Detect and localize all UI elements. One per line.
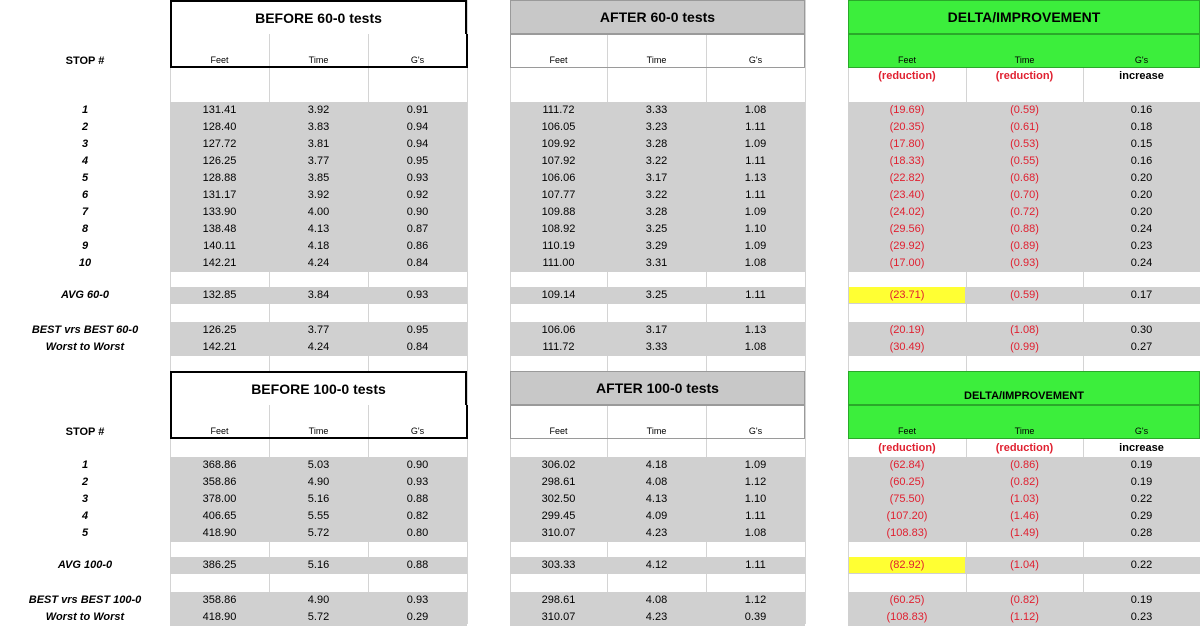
delta-value: 0.20 [1130,189,1153,201]
after-value: 303.33 [541,559,576,571]
row-label: 3 [81,138,89,150]
before-100-title: BEFORE 100-0 tests [251,381,386,397]
delta-100-header [848,371,1200,405]
after-value: 3.17 [645,172,668,184]
before-value: 5.72 [307,611,330,623]
after-value: 106.06 [541,172,576,184]
before-value: 0.90 [406,206,429,218]
before-value: 3.85 [307,172,330,184]
after-value: 108.92 [541,223,576,235]
after-value: 4.18 [645,459,668,471]
delta-value: (0.93) [1010,257,1039,269]
before-60-gs-header: G's [410,55,425,65]
delta-value: (0.70) [1010,189,1039,201]
before-value: 3.77 [307,155,330,167]
delta-value: (82.92) [889,559,925,571]
after-value: 106.05 [541,121,576,133]
after-value: 3.22 [645,189,668,201]
delta-value: (0.72) [1010,206,1039,218]
before-value: 3.83 [307,121,330,133]
delta-value: (0.59) [1010,104,1039,116]
row-label: 1 [81,104,89,116]
after-value: 110.19 [542,240,575,252]
after-value: 1.09 [744,240,767,252]
after-value: 1.10 [744,493,767,505]
delta-value: (0.61) [1010,121,1039,133]
after-value: 302.50 [541,493,576,505]
after-value: 3.28 [645,206,668,218]
after-100-time-header: Time [646,426,667,436]
after-value: 1.11 [745,155,766,167]
before-value: 138.48 [202,223,237,235]
before-100-feet-header: Feet [210,426,229,436]
delta-value: (0.53) [1010,138,1039,150]
after-value: 1.13 [744,172,767,184]
delta-60-time-note: (reduction) [995,70,1054,82]
delta-100-feet-header: Feet [897,426,916,436]
row-label: Worst to Worst [45,341,125,353]
delta-value: (20.19) [889,324,925,336]
before-value: 131.41 [202,104,237,116]
delta-value: 0.22 [1130,559,1153,571]
after-60-header [510,0,805,34]
after-100-header [510,371,805,405]
delta-value: (108.83) [886,527,928,539]
after-value: 109.88 [541,206,576,218]
row-label: 4 [81,510,89,522]
before-value: 4.90 [307,594,330,606]
after-value: 3.22 [645,155,668,167]
before-value: 0.88 [406,493,429,505]
delta-value: (60.25) [889,476,925,488]
after-value: 4.08 [645,594,668,606]
after-60-feet-header: Feet [549,55,568,65]
delta-60-header [848,0,1200,34]
after-value: 310.07 [541,611,576,623]
after-value: 1.09 [744,459,767,471]
delta-value: (0.55) [1010,155,1039,167]
before-value: 3.84 [307,289,330,301]
delta-value: 0.16 [1130,155,1153,167]
gridline [805,0,806,624]
after-value: 109.14 [541,289,576,301]
delta-100-gs-note: increase [1119,442,1164,454]
after-value: 106.06 [541,324,576,336]
row-label: 5 [81,172,89,184]
row-label: BEST vrs BEST 60-0 [31,324,139,336]
after-value: 111.00 [542,257,575,269]
delta-value: (20.35) [889,121,925,133]
delta-value: (29.92) [889,240,925,252]
stop-label-100: STOP # [65,426,105,438]
delta-60-feet-header: Feet [897,55,916,65]
delta-value: 0.23 [1130,240,1153,252]
before-value: 0.93 [406,476,429,488]
after-value: 4.23 [645,611,668,623]
delta-value: 0.30 [1130,324,1153,336]
after-60-time-header: Time [646,55,667,65]
delta-value: (0.99) [1010,341,1039,353]
before-value: 132.85 [202,289,237,301]
before-value: 418.90 [202,527,237,539]
after-value: 3.33 [645,341,668,353]
delta-value: (1.49) [1010,527,1039,539]
after-value: 3.29 [645,240,668,252]
after-value: 299.45 [541,510,576,522]
delta-60-time-header: Time [1014,55,1035,65]
before-value: 4.18 [307,240,330,252]
delta-value: 0.20 [1130,206,1153,218]
before-100-gs-header: G's [410,426,425,436]
delta-value: 0.24 [1130,223,1153,235]
after-value: 109.92 [541,138,576,150]
before-value: 4.24 [307,257,330,269]
before-value: 0.84 [406,341,429,353]
delta-value: 0.22 [1130,493,1153,505]
row-label: 10 [78,257,92,269]
row-label: 2 [81,476,89,488]
after-value: 3.31 [645,257,668,269]
delta-value: (17.80) [889,138,925,150]
after-value: 1.09 [744,206,767,218]
after-value: 1.12 [744,594,767,606]
before-value: 0.90 [406,459,429,471]
delta-value: (1.04) [1010,559,1039,571]
after-value: 3.25 [645,223,668,235]
delta-value: 0.18 [1130,121,1153,133]
delta-100-gs-header: G's [1134,426,1149,436]
before-value: 5.72 [307,527,330,539]
before-value: 128.88 [202,172,237,184]
delta-value: (1.08) [1010,324,1039,336]
before-value: 0.93 [406,172,429,184]
row-label: 8 [81,223,89,235]
after-100-gs-header: G's [748,426,763,436]
row-label: 4 [81,155,89,167]
delta-value: (0.59) [1010,289,1039,301]
delta-value: 0.19 [1130,476,1153,488]
delta-value: 0.24 [1130,257,1153,269]
before-value: 0.94 [406,121,429,133]
after-100-feet-header: Feet [549,426,568,436]
before-value: 406.65 [202,510,237,522]
delta-value: (107.20) [886,510,928,522]
before-value: 131.17 [202,189,237,201]
before-value: 126.25 [202,324,237,336]
before-value: 3.77 [307,324,330,336]
before-value: 4.13 [307,223,330,235]
delta-value: (30.49) [889,341,925,353]
delta-value: (29.56) [889,223,925,235]
delta-value: (24.02) [889,206,925,218]
delta-value: (0.86) [1010,459,1039,471]
delta-value: (1.46) [1010,510,1039,522]
before-value: 4.24 [307,341,330,353]
before-value: 0.87 [406,223,429,235]
delta-100-title: DELTA/IMPROVEMENT [964,390,1084,402]
before-60-header [170,0,467,34]
before-value: 418.90 [202,611,237,623]
after-value: 1.08 [744,257,767,269]
delta-value: 0.20 [1130,172,1153,184]
before-value: 0.93 [406,594,429,606]
stop-label-60: STOP # [65,55,105,67]
before-value: 126.25 [202,155,237,167]
delta-value: (0.68) [1010,172,1039,184]
after-value: 3.28 [645,138,668,150]
delta-value: (17.00) [889,257,925,269]
before-value: 358.86 [202,594,237,606]
before-60-time-header: Time [308,55,329,65]
before-value: 5.03 [307,459,330,471]
delta-100-time-note: (reduction) [995,442,1054,454]
after-value: 4.09 [645,510,668,522]
before-value: 0.80 [406,527,429,539]
row-label: 7 [81,206,89,218]
before-value: 140.11 [203,240,236,252]
before-100-header [170,371,467,405]
delta-value: 0.19 [1130,459,1153,471]
delta-100-feet-note: (reduction) [878,442,936,454]
after-value: 3.23 [645,121,668,133]
after-value: 1.11 [745,121,766,133]
after-value: 310.07 [541,527,576,539]
after-value: 1.08 [744,527,767,539]
after-value: 1.11 [745,289,766,301]
before-value: 4.90 [307,476,330,488]
delta-value: (62.84) [889,459,925,471]
before-value: 378.00 [202,493,237,505]
delta-value: (19.69) [889,104,925,116]
before-value: 0.29 [406,611,429,623]
after-value: 0.39 [744,611,767,623]
row-label: BEST vrs BEST 100-0 [28,594,142,606]
delta-value: 0.15 [1130,138,1153,150]
before-value: 4.00 [307,206,330,218]
delta-value: (108.83) [886,611,928,623]
before-value: 5.16 [307,493,330,505]
delta-value: (60.25) [889,594,925,606]
delta-value: 0.28 [1130,527,1153,539]
before-value: 368.86 [202,459,237,471]
after-60-title: AFTER 60-0 tests [599,9,716,25]
row-label: 3 [81,493,89,505]
before-value: 127.72 [202,138,237,150]
before-value: 3.92 [307,104,330,116]
row-label: 1 [81,459,89,471]
delta-value: (23.40) [889,189,925,201]
row-label: 2 [81,121,89,133]
delta-100-time-header: Time [1014,426,1035,436]
before-value: 358.86 [202,476,237,488]
after-value: 1.09 [744,138,767,150]
after-value: 1.13 [744,324,767,336]
before-value: 0.91 [406,104,429,116]
before-value: 5.16 [307,559,330,571]
before-value: 0.95 [406,324,429,336]
after-value: 1.11 [745,510,766,522]
after-value: 1.12 [744,476,767,488]
delta-60-gs-header: G's [1134,55,1149,65]
row-label: AVG 60-0 [60,289,110,301]
before-value: 0.92 [406,189,429,201]
gridline [467,0,468,624]
before-value: 0.94 [406,138,429,150]
before-value: 128.40 [202,121,237,133]
delta-value: (22.82) [889,172,925,184]
before-value: 0.82 [406,510,429,522]
before-100-time-header: Time [308,426,329,436]
delta-value: 0.27 [1130,341,1153,353]
after-value: 298.61 [541,476,576,488]
before-value: 142.21 [202,257,237,269]
before-value: 133.90 [202,206,237,218]
after-value: 3.33 [645,104,668,116]
after-value: 111.72 [542,341,575,353]
row-label: AVG 100-0 [57,559,113,571]
after-value: 4.08 [645,476,668,488]
before-value: 0.88 [406,559,429,571]
delta-value: 0.17 [1130,289,1153,301]
delta-60-gs-note: increase [1119,70,1164,82]
row-label: Worst to Worst [45,611,125,623]
before-value: 0.84 [406,257,429,269]
after-100-title: AFTER 100-0 tests [596,380,719,396]
delta-value: (23.71) [889,289,925,301]
before-value: 0.93 [406,289,429,301]
before-value: 3.92 [307,189,330,201]
delta-value: (1.12) [1010,611,1039,623]
delta-60-feet-note: (reduction) [878,70,936,82]
delta-value: (18.33) [889,155,925,167]
after-value: 4.12 [645,559,668,571]
before-60-title: BEFORE 60-0 tests [255,10,382,26]
delta-value: 0.19 [1130,594,1153,606]
delta-60-title: DELTA/IMPROVEMENT [947,9,1101,25]
after-value: 3.25 [645,289,668,301]
after-value: 107.77 [541,189,576,201]
before-value: 3.81 [307,138,330,150]
after-value: 4.13 [645,493,668,505]
delta-value: 0.23 [1130,611,1153,623]
row-label: 5 [81,527,89,539]
before-value: 0.95 [406,155,429,167]
after-value: 1.10 [744,223,767,235]
after-value: 1.08 [744,341,767,353]
after-value: 298.61 [541,594,576,606]
delta-value: (1.03) [1010,493,1039,505]
delta-value: (0.88) [1010,223,1039,235]
delta-value: (0.82) [1010,476,1039,488]
after-60-gs-header: G's [748,55,763,65]
after-value: 1.11 [745,189,766,201]
before-value: 142.21 [202,341,237,353]
after-value: 107.92 [541,155,576,167]
after-value: 111.72 [542,104,575,116]
row-label: 9 [81,240,89,252]
after-value: 306.02 [541,459,576,471]
delta-value: (0.89) [1010,240,1039,252]
after-value: 4.23 [645,527,668,539]
before-value: 386.25 [202,559,237,571]
delta-value: (0.82) [1010,594,1039,606]
after-value: 3.17 [645,324,668,336]
after-value: 1.08 [744,104,767,116]
before-60-feet-header: Feet [210,55,229,65]
delta-value: 0.29 [1130,510,1153,522]
delta-value: (75.50) [889,493,925,505]
before-value: 5.55 [307,510,330,522]
row-label: 6 [81,189,89,201]
before-value: 0.86 [406,240,429,252]
delta-value: 0.16 [1130,104,1153,116]
after-value: 1.11 [745,559,766,571]
